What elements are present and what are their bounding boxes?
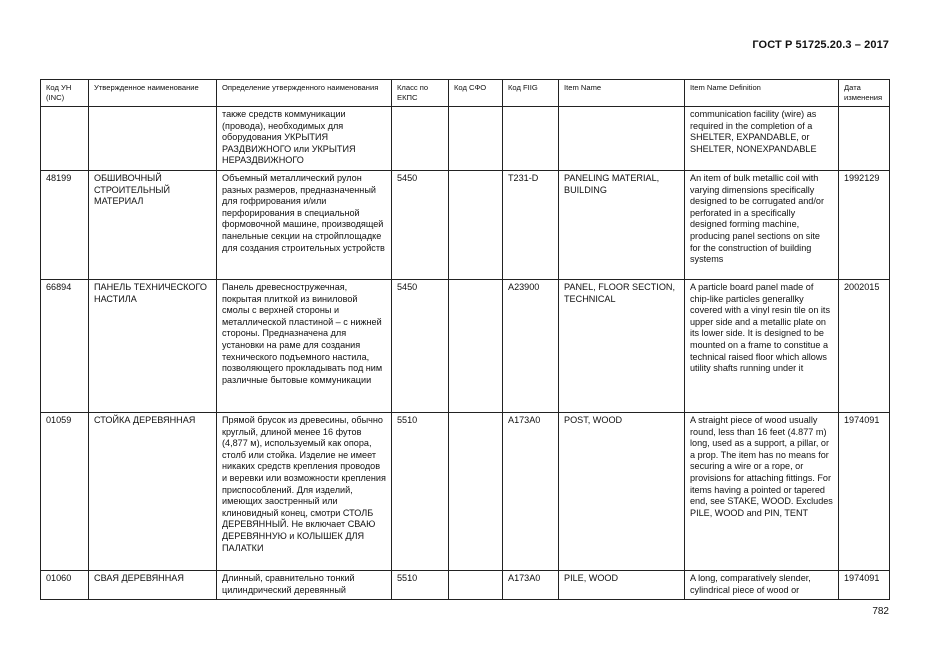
- cell-item-name: [559, 107, 685, 171]
- cell-item-definition: A particle board panel made of chip-like particles generallky covered with a vinyl resin tile on its upper side and a metallic plate on its lower side. It is designed to be mounted on a frame to constitue a technical raised floor which allows utility shafts running under it: [685, 279, 839, 412]
- cell-inc: 48199: [41, 170, 89, 279]
- cell-name-ru: СТОЙКА ДЕРЕВЯННАЯ: [89, 412, 217, 570]
- page-number: 782: [872, 606, 889, 617]
- cell-definition-ru: Объемный металлический рулон разных размеров, предназначенный для гофрирования и/или перфорирования в специальной формовочной машине, производящей панельные секции на стройплощадке для создания строительных устройств: [217, 170, 392, 279]
- header-row: [41, 80, 890, 107]
- cell-inc: 01059: [41, 412, 89, 570]
- cell-inc: 01060: [41, 570, 89, 599]
- cell-ekps: [392, 107, 449, 171]
- cell-fiig: A173A0: [503, 412, 559, 570]
- cell-date: 1992129: [839, 170, 890, 279]
- table-row: [41, 412, 890, 570]
- classification-table: [40, 79, 890, 600]
- cell-ekps: 5450: [392, 170, 449, 279]
- cell-name-ru: СВАЯ ДЕРЕВЯННАЯ: [89, 570, 217, 599]
- cell-item-name: PILE, WOOD: [559, 570, 685, 599]
- cell-name-ru: ОБШИВОЧНЫЙ СТРОИТЕЛЬНЫЙ МАТЕРИАЛ: [89, 170, 217, 279]
- cell-item-definition: An item of bulk metallic coil with varying dimensions specifically designed to be corrugated and/or perforated in a specifically designed forming machine, producing panel sections on site for the construction of building systems: [685, 170, 839, 279]
- cell-item-name: PANELING MATERIAL, BUILDING: [559, 170, 685, 279]
- table-header: [41, 80, 890, 107]
- col-header-name-ru: Утвержденное наименование: [89, 80, 217, 107]
- cell-fiig: T231-D: [503, 170, 559, 279]
- col-header-ekps: Класс по ЕКПС: [392, 80, 449, 107]
- col-header-item-definition: Item Name Definition: [685, 80, 839, 107]
- cell-date: 1974091: [839, 412, 890, 570]
- col-header-item-name: Item Name: [559, 80, 685, 107]
- cell-date: 2002015: [839, 279, 890, 412]
- cell-item-definition: A long, comparatively slender, cylindrical piece of wood or: [685, 570, 839, 599]
- cell-definition-ru: Длинный, сравнительно тонкий цилиндрический деревянный: [217, 570, 392, 599]
- table-body: [41, 107, 890, 600]
- table-row: [41, 279, 890, 412]
- col-header-sfo: Код СФО: [449, 80, 503, 107]
- cell-name-ru: ПАНЕЛЬ ТЕХНИЧЕСКОГО НАСТИЛА: [89, 279, 217, 412]
- cell-definition-ru: также средств коммуникации (провода), необходимых для оборудования УКРЫТИЯ РАЗДВИЖНОГО или УКРЫТИЯ НЕРАЗДВИЖНОГО: [217, 107, 392, 171]
- col-header-fiig: Код FIIG: [503, 80, 559, 107]
- col-header-date: Дата изменения: [839, 80, 890, 107]
- cell-date: 1974091: [839, 570, 890, 599]
- cell-sfo: [449, 107, 503, 171]
- col-header-definition-ru: Определение утвержденного наименования: [217, 80, 392, 107]
- cell-inc: 66894: [41, 279, 89, 412]
- cell-date: [839, 107, 890, 171]
- cell-definition-ru: Панель древесностружечная, покрытая плиткой из виниловой смолы с верхней стороны и металлической пластиной – с нижней стороны. Предназначена для установки на раме для создания технического подъемного настила, позволяющего прокладывать под ним различные бытовые коммуникации: [217, 279, 392, 412]
- table-row: [41, 170, 890, 279]
- cell-sfo: [449, 170, 503, 279]
- cell-item-definition: communication facility (wire) as required in the completion of a SHELTER, EXPANDABLE, or SHELTER, NONEXPANDABLE: [685, 107, 839, 171]
- cell-ekps: 5450: [392, 279, 449, 412]
- cell-name-ru: [89, 107, 217, 171]
- cell-ekps: 5510: [392, 412, 449, 570]
- cell-sfo: [449, 412, 503, 570]
- cell-fiig: A23900: [503, 279, 559, 412]
- cell-definition-ru: Прямой брусок из древесины, обычно круглый, длиной менее 16 футов (4,877 м), используемый как опора, столб или стойка. Изделие не имеет никаких средств крепления проводов и веревки или возможности крепления приспособлений. Для изделий, имеющих заостренный или клиновидный конец, смотри СТОЛБ ДЕРЕВЯННЫЙ. Не включает СВАЮ ДЕРЕВЯННУЮ и КОЛЫШЕК ДЛЯ ПАЛАТКИ: [217, 412, 392, 570]
- col-header-inc: Код УН (INC): [41, 80, 89, 107]
- table-row: [41, 570, 890, 599]
- cell-item-name: PANEL, FLOOR SECTION, TECHNICAL: [559, 279, 685, 412]
- document-standard-header: ГОСТ Р 51725.20.3 – 2017: [752, 39, 889, 51]
- cell-inc: [41, 107, 89, 171]
- cell-item-definition: A straight piece of wood usually round, less than 16 feet (4.877 m) long, used as a support, a pillar, or a prop. The item has no means for securing a wire or a rope, or provisions for attaching fittings. For items having a pointed or tapered end, see STAKE, WOOD. Excludes PILE, WOOD and PIN, TENT: [685, 412, 839, 570]
- cell-ekps: 5510: [392, 570, 449, 599]
- cell-fiig: A173A0: [503, 570, 559, 599]
- cell-sfo: [449, 279, 503, 412]
- cell-sfo: [449, 570, 503, 599]
- table-row: [41, 107, 890, 171]
- cell-fiig: [503, 107, 559, 171]
- cell-item-name: POST, WOOD: [559, 412, 685, 570]
